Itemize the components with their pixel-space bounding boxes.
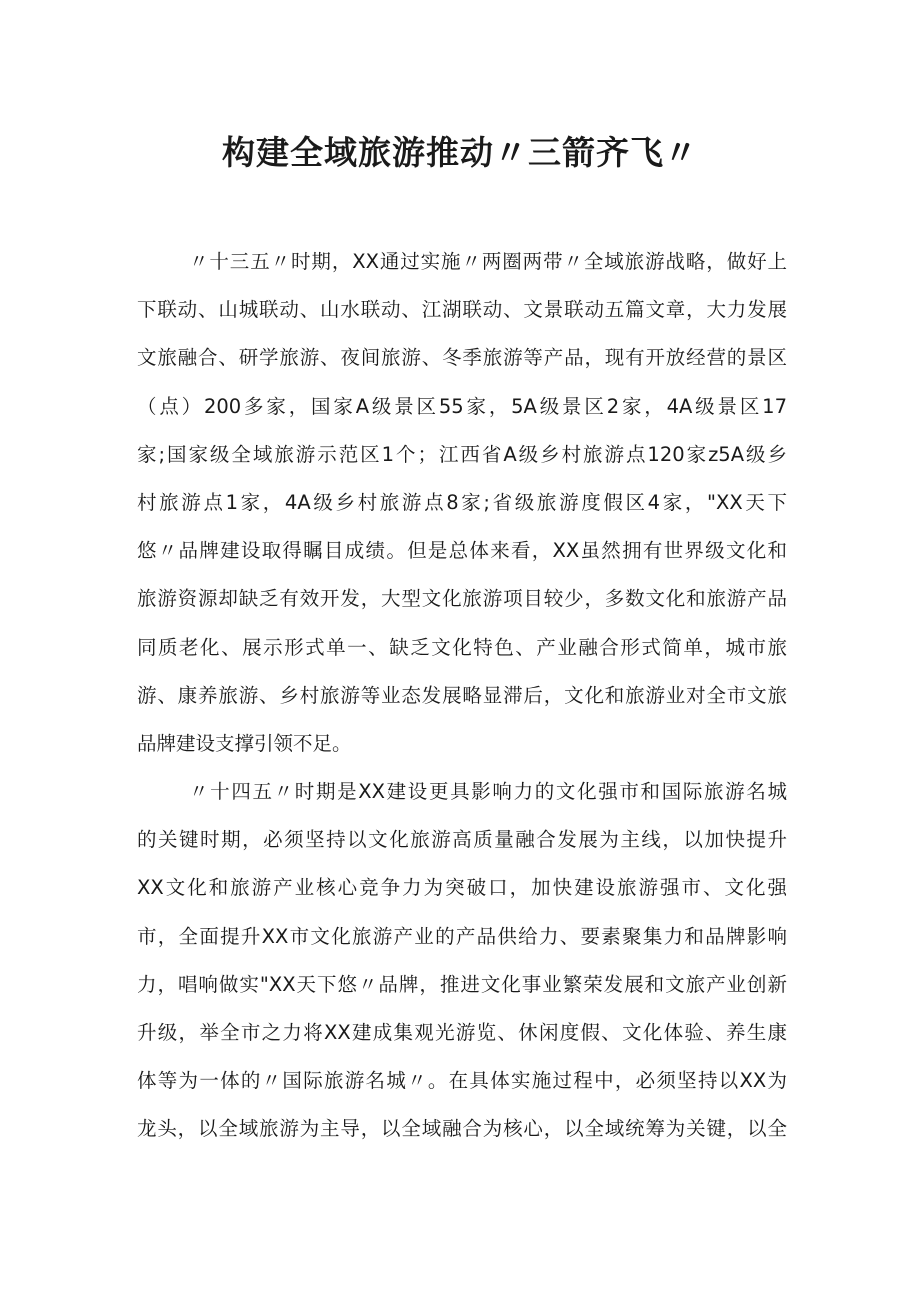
paragraph-line: 下联动、山城联动、山水联动、江湖联动、文景联动五篇文章，大力发展 [137,298,787,322]
paragraph-line: 龙头，以全域旅游为主导，以全域融合为核心，以全域统筹为关键，以全 [137,1117,787,1141]
paragraph-line: 同质老化、展示形式单一、缺乏文化特色、产业融合形式简单，城市旅 [137,635,787,659]
paragraph-line: 家;国家级全域旅游示范区1个；江西省A级乡村旅游点120家z5A级乡 [137,442,787,466]
paragraph-1 [137,238,787,768]
paragraph-line: 村旅游点1家，4A级乡村旅游点8家;省级旅游度假区4家，"XX天下 [137,490,787,514]
paragraph-line: 力，唱响做实"XX天下悠〃品牌，推进文化事业繁荣发展和文旅产业创新 [137,972,787,996]
paragraph-line: 市，全面提升XX市文化旅游产业的产品供给力、要素聚集力和品牌影响 [137,924,787,948]
paragraph-line: XX文化和旅游产业核心竞争力为突破口，加快建设旅游强市、文化强 [137,876,787,900]
paragraph-line: 体等为一体的〃国际旅游名城〃。在具体实施过程中，必须坚持以XX为 [137,1069,787,1093]
document-body [137,238,787,1154]
paragraph-line: 〃十四五〃时期是XX建设更具影响力的文化强市和国际旅游名城 [189,780,787,804]
paragraph-2 [137,768,787,1154]
paragraph-line: 游、康养旅游、乡村旅游等业态发展略显滞后，文化和旅游业对全市文旅 [137,683,787,707]
paragraph-line: 品牌建设支撑引领不足。 [137,731,352,755]
paragraph-line: 旅游资源却缺乏有效开发，大型文化旅游项目较少，多数文化和旅游产品 [137,587,787,611]
document-title: 构建全域旅游推动〃三箭齐飞〃 [222,133,698,172]
paragraph-line: 的关键时期，必须坚持以文化旅游高质量融合发展为主线，以加快提升 [137,828,787,852]
paragraph-line: 升级，举全市之力将XX建成集观光游览、休闲度假、文化体验、养生康 [137,1021,787,1044]
paragraph-line: 悠〃品牌建设取得瞩目成绩。但是总体来看，XX虽然拥有世界级文化和 [137,539,787,563]
paragraph-line: （点）200多家，国家A级景区55家，5A级景区2家，4A级景区17 [137,394,787,418]
paragraph-line: 文旅融合、研学旅游、夜间旅游、冬季旅游等产品，现有开放经营的景区 [137,346,787,370]
paragraph-line: 〃十三五〃时期，XX通过实施〃两圈两带〃全域旅游战略，做好上 [189,250,787,273]
